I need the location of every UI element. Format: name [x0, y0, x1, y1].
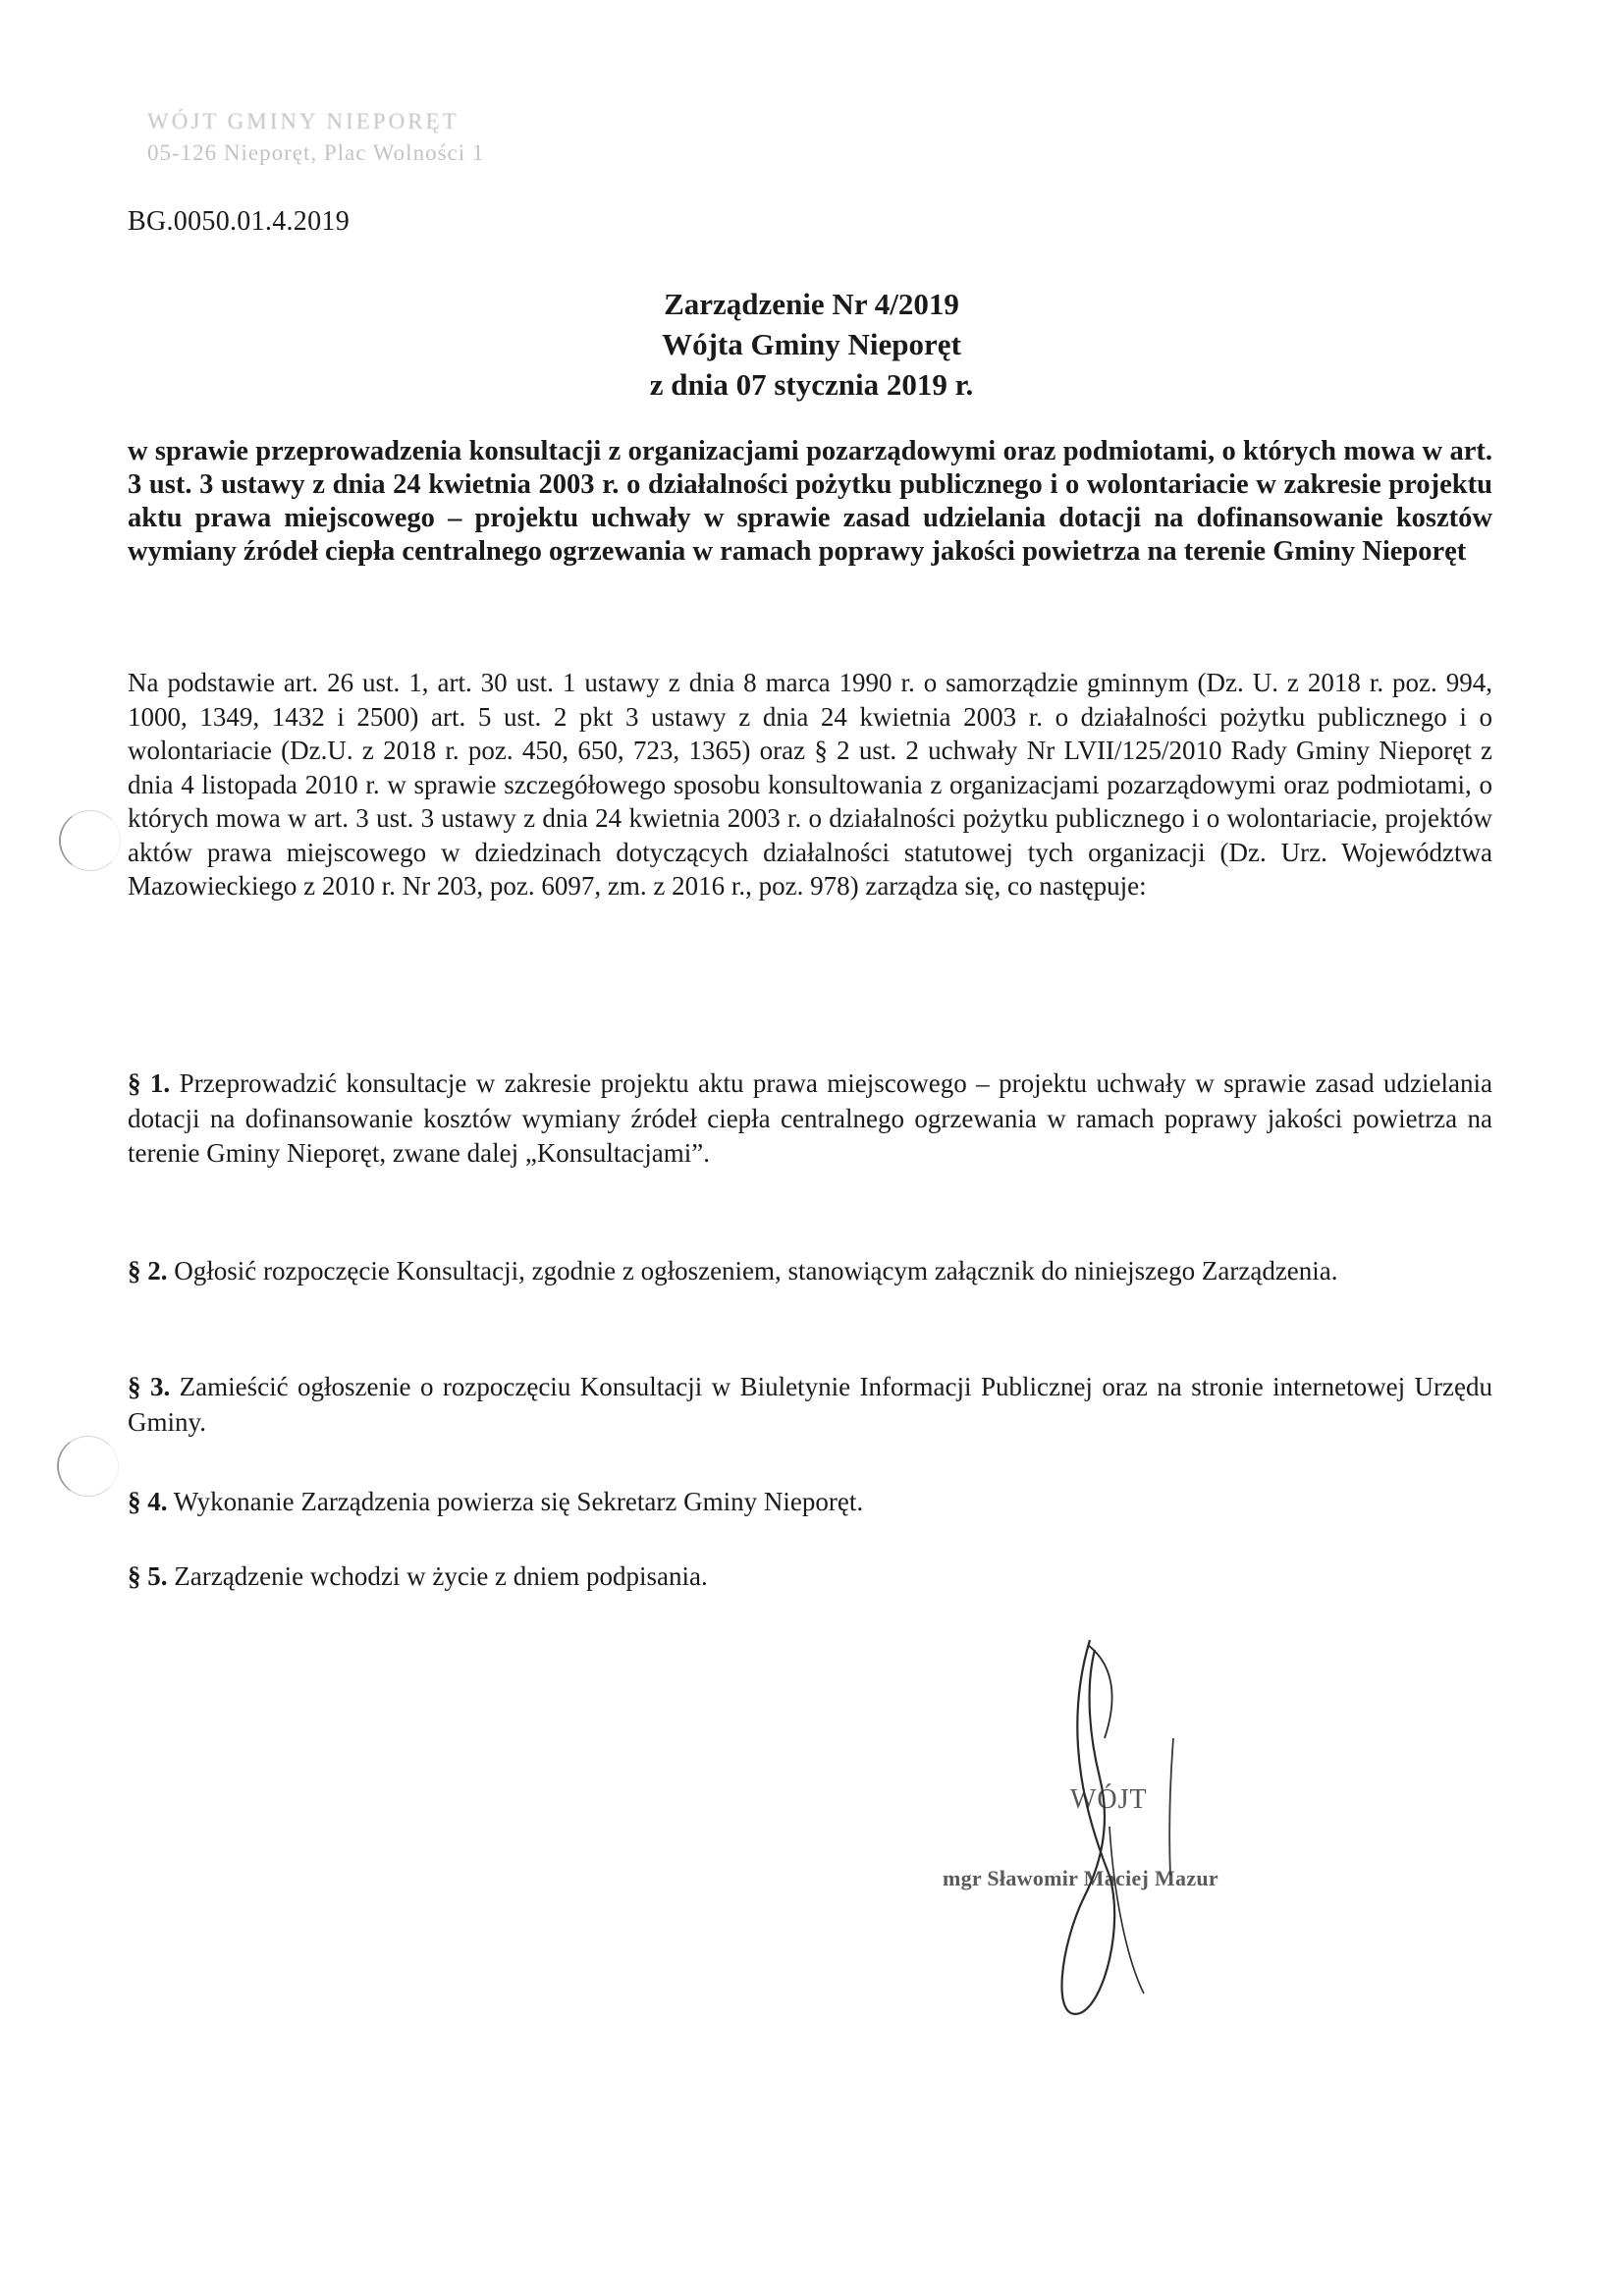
paragraph-2-text: Ogłosić rozpoczęcie Konsultacji, zgodnie z ogłoszeniem, stanowiącym załącznik do niniejszego Zarządzenia. [174, 1256, 1338, 1285]
document-subject: w sprawie przeprowadzenia konsultacji z organizacjami pozarządowymi oraz podmiotami, o których mowa w art. 3 ust. 3 ustawy z dnia 24 kwietnia 2003 r. o działalności pożytku publicznego i o wolontariacie w zakresie projektu aktu prawa miejscowego – projektu uchwały w sprawie zasad udzielania dotacji na dofinansowanie kosztów wymiany źródeł ciepła centralnego ogrzewania w ramach poprawy jakości powietrza na terenie Gminy Nieporęt [128, 436, 1492, 567]
punch-hole-mark-upper [59, 810, 121, 871]
signature-title: WÓJT [1070, 1784, 1148, 1815]
paragraph-5-text: Zarządzenie wchodzi w życie z dniem podpisania. [174, 1561, 708, 1591]
paragraph-5-number: § 5. [128, 1561, 168, 1591]
signature-block [913, 1414, 1325, 2023]
paragraph-1-number: § 1. [128, 1068, 171, 1098]
paragraph-4-text: Wykonanie Zarządzenia powierza się Sekretarz Gminy Nieporęt. [173, 1487, 864, 1516]
paragraph-1 [128, 1066, 1492, 1172]
title-line-3: z dnia 07 stycznia 2019 r. [649, 367, 974, 402]
punch-hole-mark-lower [57, 1436, 119, 1497]
paragraph-4-number: § 4. [128, 1487, 168, 1516]
legal-basis: Na podstawie art. 26 ust. 1, art. 30 ust. 1 ustawy z dnia 8 marca 1990 r. o samorządzie gminnym (Dz. U. z 2018 r. poz. 994, 1000, 1349, 1432 i 2500) art. 5 ust. 2 pkt 3 ustawy z dnia 24 kwietnia 2003 r. o działalności pożytku publicznego i o wolontariacie (Dz.U. z 2018 r. poz. 450, 650, 723, 1365) oraz § 2 ust. 2 uchwały Nr LVII/125/2010 Rady Gminy Nieporęt z dnia 4 listopada 2010 r. w sprawie szczegółowego sposobu konsultowania z organizacjami pozarządowymi oraz podmiotami, o których mowa w art. 3 ust. 3 ustawy z dnia 24 kwietnia 2003 r. o działalności pożytku publicznego i o wolontariacie, projektów aktów prawa miejscowego w dziedzinach dotyczących działalności statutowej tych organizacji (Dz. Urz. Województwa Mazowieckiego z 2010 r. Nr 203, poz. 6097, zm. z 2016 r., poz. 978) zarządza się, co następuje: [128, 668, 1492, 901]
stamp-line-2: 05-126 Nieporęt, Plac Wolności 1 [147, 140, 485, 165]
title-line-1: Zarządzenie Nr 4/2019 [664, 287, 959, 321]
office-stamp [147, 106, 560, 169]
title-line-2: Wójta Gminy Nieporęt [662, 327, 961, 361]
paragraph-2-number: § 2. [128, 1256, 168, 1285]
paragraph-3-number: § 3. [128, 1372, 171, 1401]
reference-number: BG.0050.01.4.2019 [128, 206, 350, 237]
handwritten-signature [913, 1414, 1325, 2023]
document-title [0, 284, 1623, 405]
paragraph-3-text: Zamieścić ogłoszenie o rozpoczęciu Konsultacji w Biuletynie Informacji Publicznej oraz na stronie internetowej Urzędu Gminy. [128, 1372, 1493, 1437]
signature-name: mgr Sławomir Maciej Mazur [943, 1866, 1218, 1890]
stamp-line-1: WÓJT GMINY NIEPORĘT [147, 109, 460, 134]
paragraph-1-text: Przeprowadzić konsultacje w zakresie projektu aktu prawa miejscowego – projektu uchwały w sprawie zasad udzielania dotacji na dofinansowanie kosztów wymiany źródeł ciepła centralnego ogrzewania w ramach poprawy jakości powietrza na terenie Gminy Nieporęt, zwane dalej „Konsultacjami”. [128, 1068, 1492, 1168]
paragraph-2 [128, 1254, 1492, 1289]
